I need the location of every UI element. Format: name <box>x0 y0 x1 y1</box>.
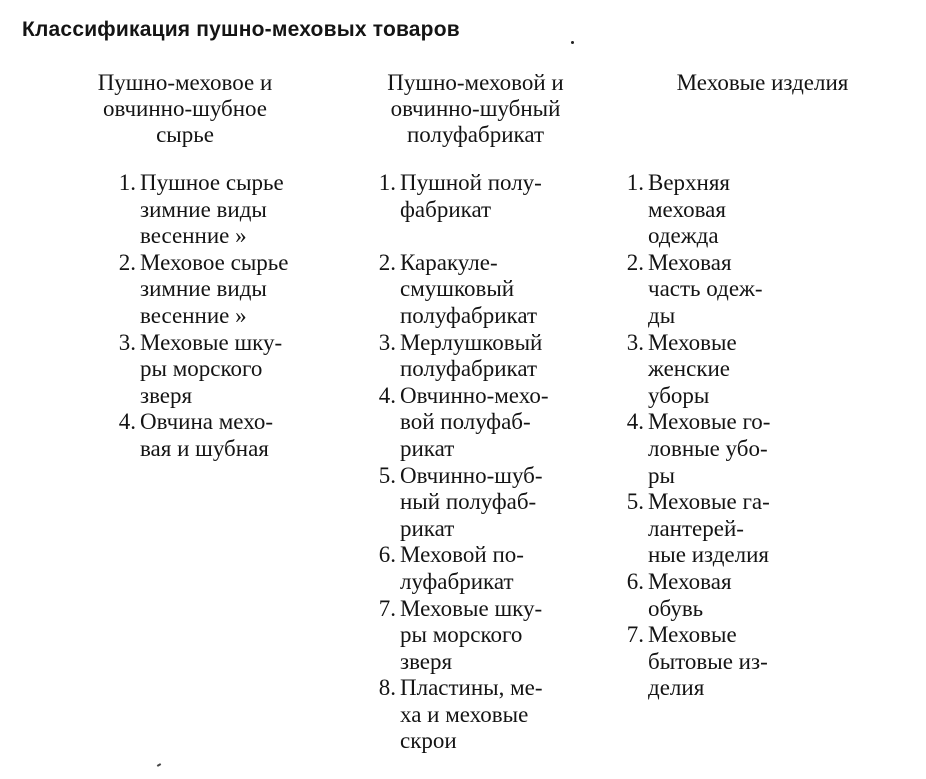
column-heading-raw-materials <box>40 70 330 148</box>
heading-line: Меховые изделия <box>676 70 849 95</box>
item-line: зимние виды <box>140 196 267 222</box>
list-item <box>604 250 810 330</box>
item-line: Пластины, ме- <box>400 675 543 701</box>
list-item <box>96 170 344 250</box>
item-line: ные изделия <box>648 542 769 568</box>
item-number: 4. <box>378 382 396 408</box>
item-line: Овчина мехо- <box>140 409 273 435</box>
item-number: 7. <box>378 595 396 621</box>
item-line: ды <box>648 302 676 328</box>
item-line: луфабрикат <box>400 568 514 594</box>
column-raw-materials <box>96 170 344 463</box>
column-heading-semi-finished <box>348 70 603 148</box>
column-fur-products <box>604 170 810 702</box>
item-number: 2. <box>626 249 644 275</box>
column-heading-fur-products <box>630 70 895 96</box>
item-line: весенние » <box>140 302 247 328</box>
item-number: 6. <box>378 542 396 568</box>
list-item <box>604 330 810 410</box>
item-number: 3. <box>378 329 396 355</box>
item-number: 1. <box>378 170 396 195</box>
item-line: обувь <box>648 595 704 621</box>
item-number: 2. <box>378 249 396 275</box>
item-line: женские <box>648 356 731 382</box>
item-line: Овчинно-мехо- <box>400 382 549 408</box>
item-line: меховая <box>648 196 726 222</box>
item-number: 5. <box>626 489 644 515</box>
item-line: Меховые шку- <box>140 329 283 355</box>
item-line: Меховая <box>648 249 732 275</box>
item-number: 3. <box>118 329 136 355</box>
item-number: 4. <box>118 409 136 435</box>
item-line: Меховой по- <box>400 542 524 568</box>
item-line: Меховое сырье <box>140 249 289 275</box>
item-line: ловные убо- <box>648 435 768 461</box>
item-line: одежда <box>648 223 719 249</box>
print-speck <box>157 763 161 767</box>
item-line: ха и меховые <box>400 701 529 727</box>
item-line: полуфабрикат <box>400 302 538 328</box>
item-line: Меховая <box>648 568 732 594</box>
item-line: уборы <box>648 382 710 408</box>
heading-line: сырье <box>156 122 214 147</box>
item-line: зимние виды <box>140 276 267 302</box>
heading-line: Пушно-меховой и <box>387 70 564 95</box>
item-number: 4. <box>626 409 644 435</box>
list-item <box>356 675 596 755</box>
item-line: зверя <box>400 648 453 674</box>
item-line: вой полуфаб- <box>400 409 531 435</box>
list-item <box>356 250 596 330</box>
list-item <box>604 622 810 702</box>
list-item <box>604 170 810 250</box>
item-line: Меховые шку- <box>400 595 543 621</box>
item-line: полуфабрикат <box>400 356 538 382</box>
item-line: вая и шубная <box>140 435 269 461</box>
item-line: фабрикат <box>400 196 492 222</box>
column-semi-finished <box>356 170 596 755</box>
heading-line: Пушно-меховое и <box>97 70 273 95</box>
list-item <box>96 250 344 330</box>
item-line: рикат <box>400 435 455 461</box>
list-item <box>356 170 596 223</box>
item-number: 1. <box>118 170 136 195</box>
item-line: смушковый <box>400 276 515 302</box>
item-line: весенние » <box>140 223 247 249</box>
list-item <box>604 489 810 569</box>
list-item <box>96 330 344 410</box>
item-line: скрои <box>400 728 457 754</box>
item-line: ный полуфаб- <box>400 489 537 515</box>
item-line: зверя <box>140 382 193 408</box>
item-number: 7. <box>626 622 644 648</box>
page-title: Классификация пушно-меховых товаров <box>22 18 460 41</box>
heading-line: овчинно-шубный <box>390 96 561 121</box>
item-line: Меховые <box>648 622 737 648</box>
item-number: 6. <box>626 568 644 594</box>
item-line: ры морского <box>140 356 263 382</box>
item-line: часть одеж- <box>648 276 763 302</box>
heading-line: полуфабрикат <box>406 122 545 147</box>
item-line: Меховые го- <box>648 409 771 435</box>
item-line: делия <box>648 675 705 701</box>
heading-line: овчинно-шубное <box>102 96 268 121</box>
item-line: лантерей- <box>648 515 744 541</box>
list-item <box>356 542 596 595</box>
item-number: 8. <box>378 675 396 701</box>
item-line: Каракуле- <box>400 249 498 275</box>
item-line: рикат <box>400 515 455 541</box>
list-item <box>356 596 596 676</box>
item-line: Пушной полу- <box>400 170 542 195</box>
list-item <box>356 330 596 383</box>
item-number: 5. <box>378 462 396 488</box>
list-item <box>604 569 810 622</box>
item-line: Меховые га- <box>648 489 770 515</box>
item-line: бытовые из- <box>648 648 768 674</box>
item-number: 2. <box>118 249 136 275</box>
item-line: Овчинно-шуб- <box>400 462 543 488</box>
item-number: 3. <box>626 329 644 355</box>
list-item <box>356 463 596 543</box>
list-item <box>356 383 596 463</box>
item-number: 1. <box>626 170 644 195</box>
item-line: Пушное сырье <box>140 170 284 195</box>
item-line: Меховые <box>648 329 737 355</box>
print-speck <box>571 41 574 44</box>
list-gap <box>356 223 596 250</box>
list-item <box>604 409 810 489</box>
item-line: Верхняя <box>648 170 731 195</box>
list-item <box>96 409 344 462</box>
item-line: ры морского <box>400 622 523 648</box>
item-line: Мерлушковый <box>400 329 543 355</box>
item-line: ры <box>648 462 675 488</box>
